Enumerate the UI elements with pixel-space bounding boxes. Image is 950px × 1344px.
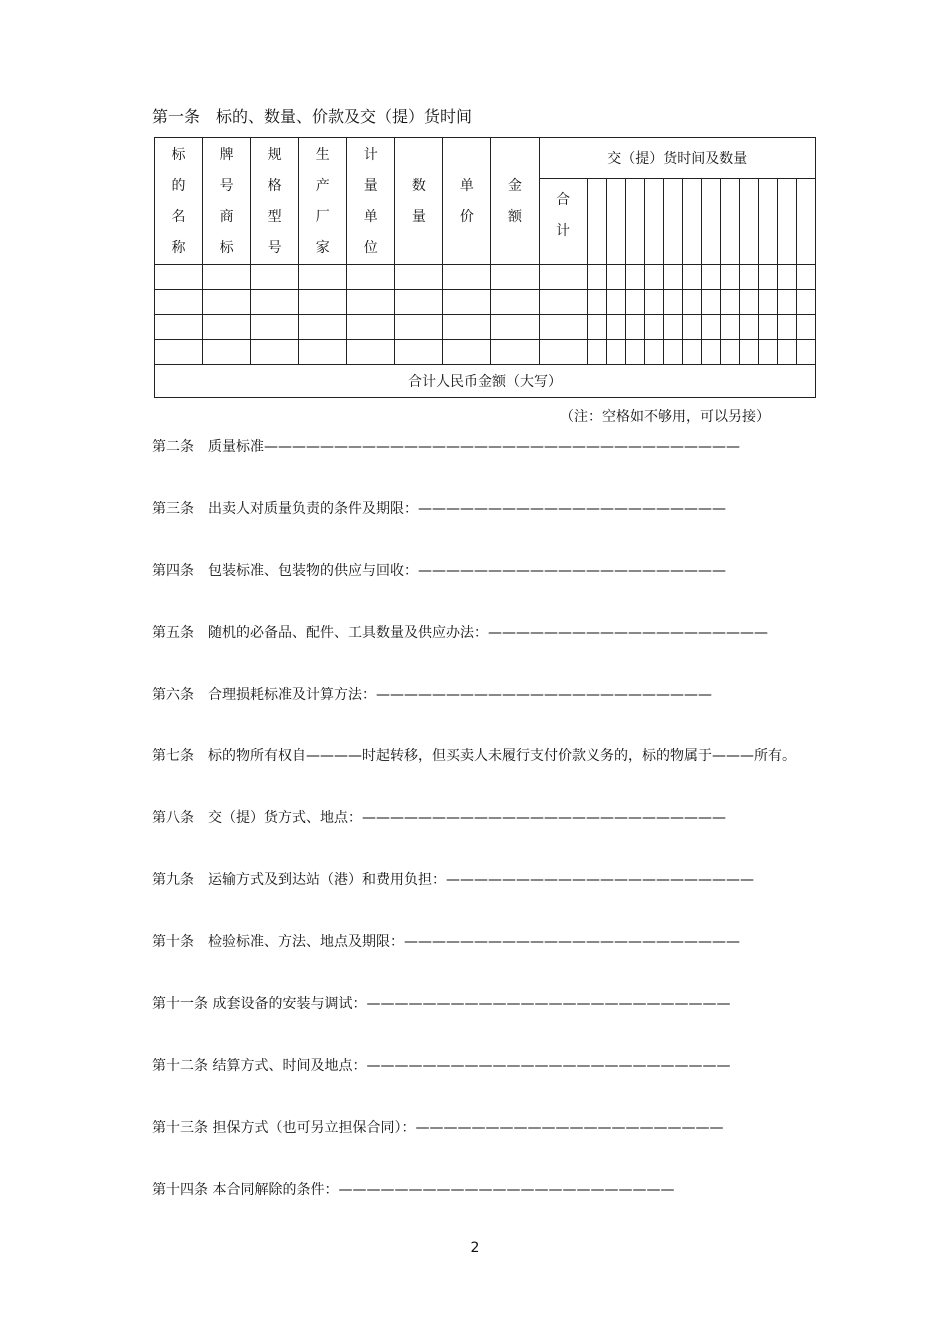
blank-cell[interactable] xyxy=(155,265,203,290)
blank-cell[interactable] xyxy=(606,290,625,315)
blank-cell[interactable] xyxy=(701,315,720,340)
blank-cell[interactable] xyxy=(682,265,701,290)
blank-cell[interactable] xyxy=(644,290,663,315)
blank-cell[interactable] xyxy=(644,340,663,365)
blank-cell[interactable] xyxy=(739,340,758,365)
col-header-brand xyxy=(203,138,251,265)
hdr-char: 单 xyxy=(363,209,378,225)
hdr-char: 号 xyxy=(267,240,282,256)
delivery-slot-header xyxy=(663,179,682,265)
delivery-slot-header xyxy=(682,179,701,265)
blank-cell[interactable] xyxy=(395,265,443,290)
blank-cell[interactable] xyxy=(251,340,299,365)
page-number: 2 xyxy=(470,1240,480,1256)
blank-cell[interactable] xyxy=(203,315,251,340)
hdr-char: 牌 xyxy=(219,147,234,163)
blank-cell[interactable] xyxy=(491,315,539,340)
blank-cell[interactable] xyxy=(347,340,395,365)
hdr-char: 合 xyxy=(556,192,571,208)
blank-cell[interactable] xyxy=(443,265,491,290)
blank-cell[interactable] xyxy=(443,290,491,315)
hdr-char: 标 xyxy=(171,147,186,163)
hdr-char: 称 xyxy=(171,240,186,256)
col-header-item-name xyxy=(155,138,203,265)
blank-cell[interactable] xyxy=(203,290,251,315)
hdr-char: 额 xyxy=(507,209,522,225)
blank-cell[interactable] xyxy=(251,290,299,315)
col-header-delivery: 交（提）货时间及数量 xyxy=(539,138,816,179)
hdr-char: 型 xyxy=(267,209,282,225)
blank-cell[interactable] xyxy=(203,340,251,365)
blank-cell[interactable] xyxy=(251,265,299,290)
hdr-char: 计 xyxy=(556,223,571,239)
blank-cell[interactable] xyxy=(796,290,815,315)
blank-cell[interactable] xyxy=(739,265,758,290)
table-row xyxy=(155,315,816,340)
blank-cell[interactable] xyxy=(395,290,443,315)
total-amount-label: 合计人民币金额（大写） xyxy=(155,365,816,398)
hdr-char: 商 xyxy=(219,209,234,225)
table-row xyxy=(155,265,816,290)
blank-cell[interactable] xyxy=(347,290,395,315)
table-note: （注：空格如不够用，可以另接） xyxy=(560,409,770,425)
blank-cell[interactable] xyxy=(491,340,539,365)
clause-11: 第十一条 成套设备的安装与调试：—————————————————————————— xyxy=(152,996,731,1012)
blank-cell[interactable] xyxy=(663,265,682,290)
blank-cell[interactable] xyxy=(625,265,644,290)
delivery-slot-header xyxy=(796,179,815,265)
col-header-amount xyxy=(491,138,539,265)
blank-cell[interactable] xyxy=(663,290,682,315)
delivery-slot-header xyxy=(739,179,758,265)
blank-cell[interactable] xyxy=(720,315,739,340)
clause-3: 第三条 出卖人对质量负责的条件及期限：—————————————————————— xyxy=(152,501,726,517)
hdr-char: 标 xyxy=(219,240,234,256)
blank-cell[interactable] xyxy=(701,340,720,365)
hdr-char: 规 xyxy=(267,147,282,163)
hdr-char: 金 xyxy=(507,178,522,194)
clause-2: 第二条 质量标准—————————————————————————————————— xyxy=(152,439,740,455)
clause-14: 第十四条 本合同解除的条件：———————————————————————— xyxy=(152,1182,675,1198)
delivery-slot-header xyxy=(758,179,777,265)
blank-cell[interactable] xyxy=(587,290,606,315)
delivery-slot-header xyxy=(701,179,720,265)
blank-cell[interactable] xyxy=(443,340,491,365)
clause-5: 第五条 随机的必备品、配件、工具数量及供应办法：———————————————————— xyxy=(152,625,768,641)
blank-cell[interactable] xyxy=(395,315,443,340)
blank-cell[interactable] xyxy=(155,290,203,315)
blank-cell[interactable] xyxy=(299,340,347,365)
blank-cell[interactable] xyxy=(777,315,796,340)
blank-cell[interactable] xyxy=(299,290,347,315)
blank-cell[interactable] xyxy=(443,315,491,340)
blank-cell[interactable] xyxy=(777,265,796,290)
blank-cell[interactable] xyxy=(663,340,682,365)
blank-cell[interactable] xyxy=(539,340,587,365)
col-header-manufacturer xyxy=(299,138,347,265)
blank-cell[interactable] xyxy=(587,340,606,365)
hdr-char: 位 xyxy=(363,240,378,256)
blank-cell[interactable] xyxy=(606,315,625,340)
blank-cell[interactable] xyxy=(701,265,720,290)
col-header-unit xyxy=(347,138,395,265)
blank-cell[interactable] xyxy=(347,265,395,290)
col-header-quantity xyxy=(395,138,443,265)
blank-cell[interactable] xyxy=(739,315,758,340)
blank-cell[interactable] xyxy=(720,290,739,315)
blank-cell[interactable] xyxy=(682,315,701,340)
delivery-slot-header xyxy=(587,179,606,265)
blank-cell[interactable] xyxy=(796,315,815,340)
blank-cell[interactable] xyxy=(720,340,739,365)
hdr-char: 名 xyxy=(171,209,186,225)
blank-cell[interactable] xyxy=(491,265,539,290)
blank-cell[interactable] xyxy=(758,315,777,340)
blank-cell[interactable] xyxy=(539,315,587,340)
hdr-char: 数 xyxy=(411,178,426,194)
blank-cell[interactable] xyxy=(395,340,443,365)
blank-cell[interactable] xyxy=(796,340,815,365)
delivery-slot-header xyxy=(644,179,663,265)
col-header-subtotal xyxy=(539,179,587,265)
blank-cell[interactable] xyxy=(758,290,777,315)
table-row xyxy=(155,340,816,365)
hdr-char: 格 xyxy=(267,178,282,194)
hdr-char: 厂 xyxy=(315,209,330,225)
blank-cell[interactable] xyxy=(587,315,606,340)
blank-cell[interactable] xyxy=(720,265,739,290)
blank-cell[interactable] xyxy=(796,265,815,290)
blank-cell[interactable] xyxy=(663,315,682,340)
blank-cell[interactable] xyxy=(203,265,251,290)
blank-cell[interactable] xyxy=(777,290,796,315)
hdr-char: 产 xyxy=(315,178,330,194)
blank-cell[interactable] xyxy=(739,290,758,315)
hdr-char: 家 xyxy=(315,240,330,256)
goods-table xyxy=(154,137,816,398)
blank-cell[interactable] xyxy=(682,340,701,365)
blank-cell[interactable] xyxy=(644,265,663,290)
blank-cell[interactable] xyxy=(606,265,625,290)
blank-cell[interactable] xyxy=(155,315,203,340)
hdr-char: 量 xyxy=(411,209,426,225)
clause-13: 第十三条 担保方式（也可另立担保合同）：—————————————————————— xyxy=(152,1120,724,1136)
delivery-slot-header xyxy=(777,179,796,265)
hdr-char: 计 xyxy=(363,147,378,163)
blank-cell[interactable] xyxy=(758,340,777,365)
hdr-char: 生 xyxy=(315,147,330,163)
hdr-char: 号 xyxy=(219,178,234,194)
blank-cell[interactable] xyxy=(682,290,701,315)
delivery-slot-header xyxy=(720,179,739,265)
blank-cell[interactable] xyxy=(587,265,606,290)
hdr-char: 的 xyxy=(171,178,186,194)
blank-cell[interactable] xyxy=(539,265,587,290)
blank-cell[interactable] xyxy=(251,315,299,340)
hdr-char: 单 xyxy=(459,178,474,194)
blank-cell[interactable] xyxy=(625,290,644,315)
delivery-slot-header xyxy=(625,179,644,265)
blank-cell[interactable] xyxy=(644,315,663,340)
article-1-heading: 第一条 标的、数量、价款及交（提）货时间 xyxy=(152,107,473,126)
clause-4: 第四条 包装标准、包装物的供应与回收：—————————————————————— xyxy=(152,563,726,579)
clause-6: 第六条 合理损耗标准及计算方法：———————————————————————— xyxy=(152,687,712,703)
col-header-model xyxy=(251,138,299,265)
clause-8: 第八条 交（提）货方式、地点：—————————————————————————— xyxy=(152,810,726,826)
blank-cell[interactable] xyxy=(299,315,347,340)
clause-10: 第十条 检验标准、方法、地点及期限：———————————————————————— xyxy=(152,934,740,950)
blank-cell[interactable] xyxy=(606,340,625,365)
blank-cell[interactable] xyxy=(539,290,587,315)
delivery-slot-header xyxy=(606,179,625,265)
clause-12: 第十二条 结算方式、时间及地点：—————————————————————————— xyxy=(152,1058,731,1074)
blank-cell[interactable] xyxy=(701,290,720,315)
blank-cell[interactable] xyxy=(155,340,203,365)
table-row xyxy=(155,290,816,315)
hdr-char: 价 xyxy=(459,209,474,225)
clause-7: 第七条 标的物所有权自————时起转移，但买卖人未履行支付价款义务的，标的物属于———所有。 xyxy=(152,748,796,764)
hdr-char: 量 xyxy=(363,178,378,194)
blank-cell[interactable] xyxy=(625,340,644,365)
blank-cell[interactable] xyxy=(299,265,347,290)
clause-9: 第九条 运输方式及到达站（港）和费用负担：—————————————————————— xyxy=(152,872,754,888)
blank-cell[interactable] xyxy=(625,315,644,340)
col-header-unit-price xyxy=(443,138,491,265)
blank-cell[interactable] xyxy=(347,315,395,340)
blank-cell[interactable] xyxy=(777,340,796,365)
blank-cell[interactable] xyxy=(758,265,777,290)
blank-cell[interactable] xyxy=(491,290,539,315)
